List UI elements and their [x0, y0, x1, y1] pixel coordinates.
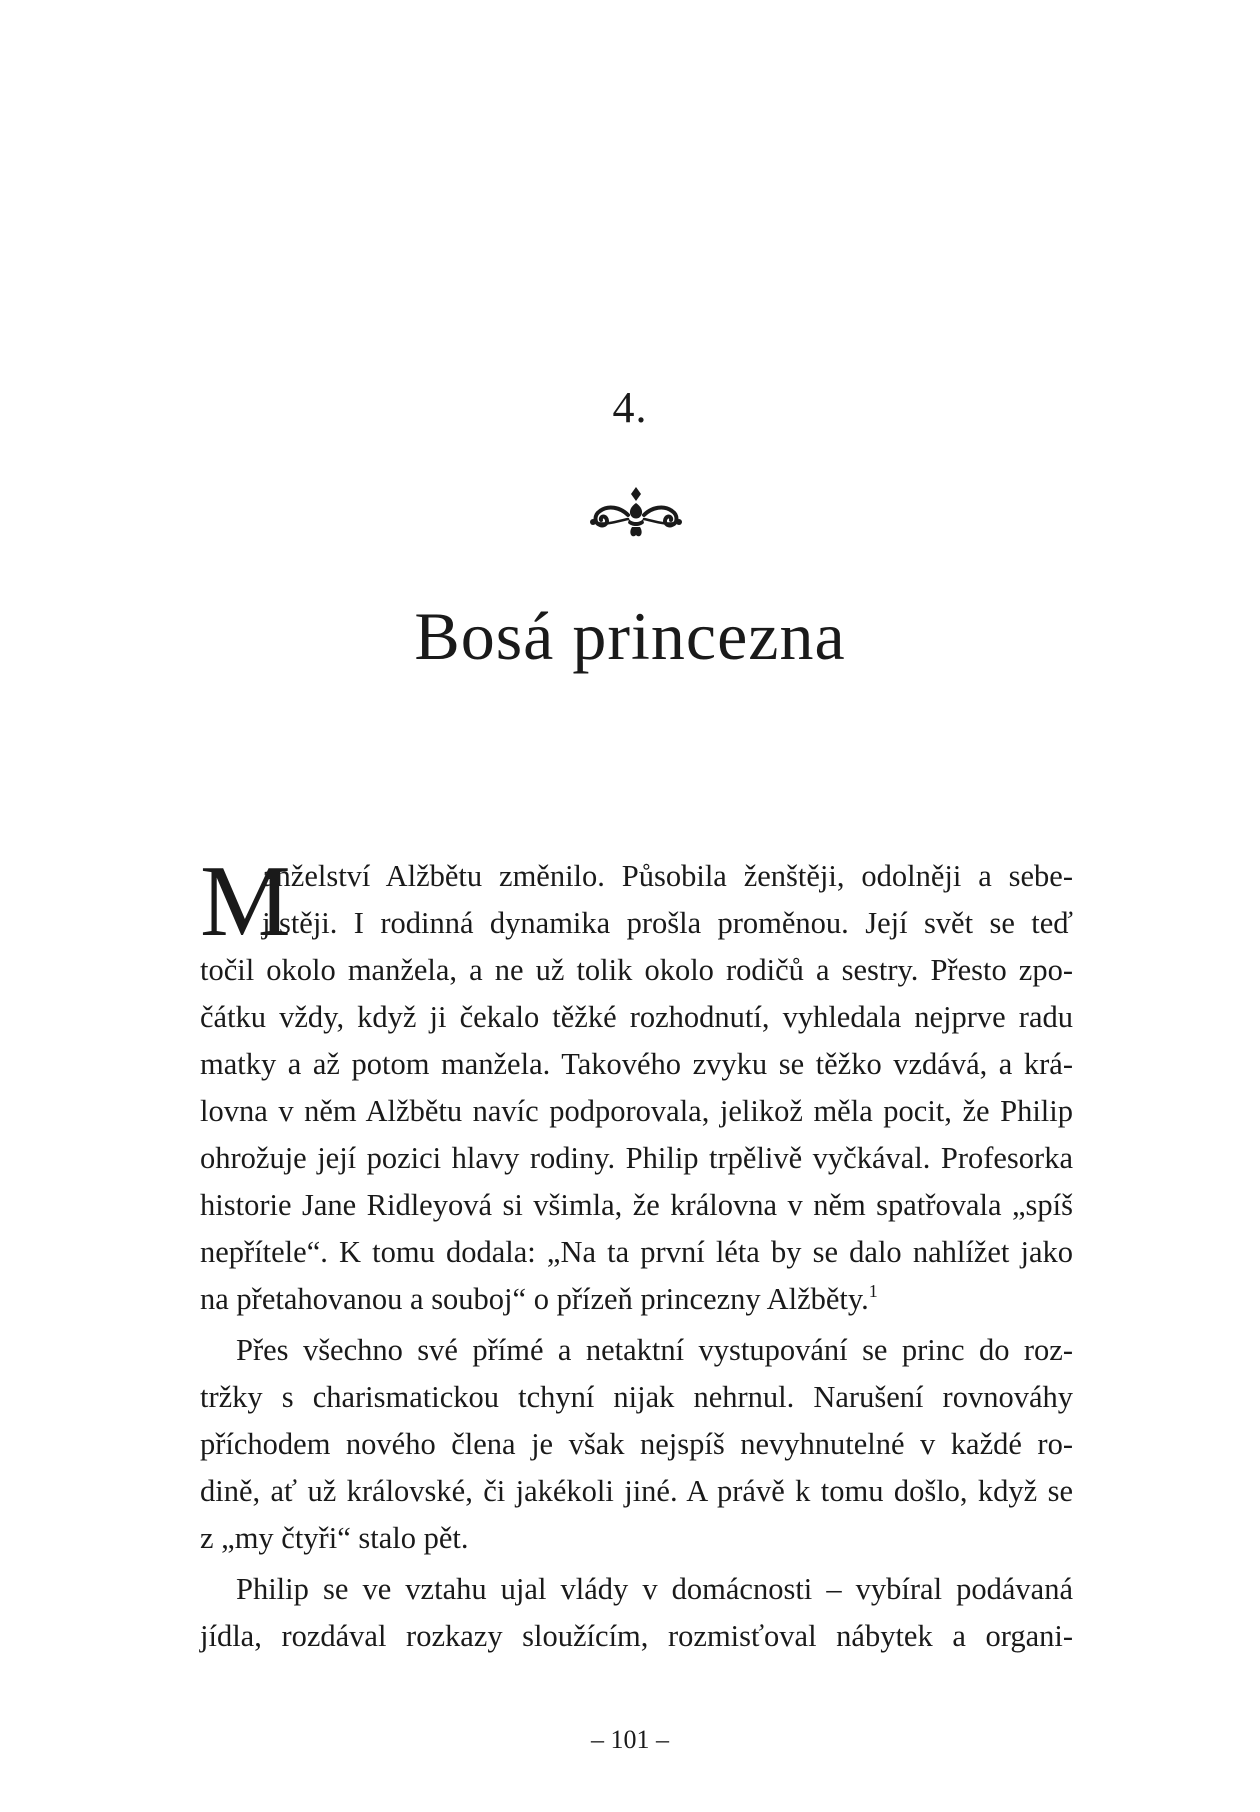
text-line: nepřítele“. K tomu dodala: „Na ta první léta by se dalo nahlížet jako: [200, 1235, 1073, 1269]
text-line: tržky s charismatickou tchyní nijak nehrnul. Narušení rovnováhy: [200, 1380, 1073, 1414]
text-line: z „my čtyři“ stalo pět.: [200, 1521, 469, 1555]
fleuron-ornament-icon: [588, 485, 684, 545]
text-line: ohrožuje její pozici hlavy rodiny. Philip trpělivě vyčkával. Profesorka: [200, 1141, 1073, 1175]
text-line: jídla, rozdával rozkazy sloužícím, rozmisťoval nábytek a organi-: [200, 1619, 1073, 1653]
text-line: historie Jane Ridleyová si všimla, že královna v něm spatřovala „spíš: [200, 1188, 1073, 1222]
text-line: Philip se ve vztahu ujal vlády v domácnosti – vybíral podávaná: [236, 1572, 1073, 1606]
text-line: točil okolo manžela, a ne už tolik okolo rodičů a sestry. Přesto zpo-: [200, 953, 1073, 987]
chapter-number: 4.: [612, 383, 648, 432]
text-line-with-footnote: [200, 1276, 1073, 1323]
footnote-marker[interactable]: 1: [868, 1281, 878, 1301]
text-line: matky a až potom manžela. Takového zvyku se těžko vzdává, a krá-: [200, 1047, 1073, 1081]
page-number: – 101 –: [591, 1725, 669, 1754]
chapter-title: Bosá princezna: [414, 598, 846, 674]
drop-cap: M: [200, 845, 291, 958]
body-text: [200, 845, 1073, 1660]
text-line: lovna v něm Alžbětu navíc podporovala, jelikož měla pocit, že Philip: [200, 1094, 1073, 1128]
text-line: jistěji. I rodinná dynamika prošla proměnou. Její svět se teď: [262, 906, 1073, 940]
text-line: dině, ať už královské, či jakékoli jiné. A právě k tomu došlo, když se: [200, 1474, 1073, 1508]
text-line: Přes všechno své přímé a netaktní vystupování se princ do roz-: [236, 1333, 1073, 1367]
text-line: na přetahovanou a souboj“ o přízeň princezny Alžběty.: [200, 1282, 869, 1316]
text-line: příchodem nového člena je však nejspíš nevyhnutelné v každé ro-: [200, 1427, 1073, 1461]
text-line: anželství Alžbětu změnilo. Působila ženštěji, odolněji a sebe-: [262, 859, 1073, 893]
text-line: čátku vždy, když ji čekalo těžké rozhodnutí, vyhledala nejprve radu: [200, 1000, 1073, 1034]
